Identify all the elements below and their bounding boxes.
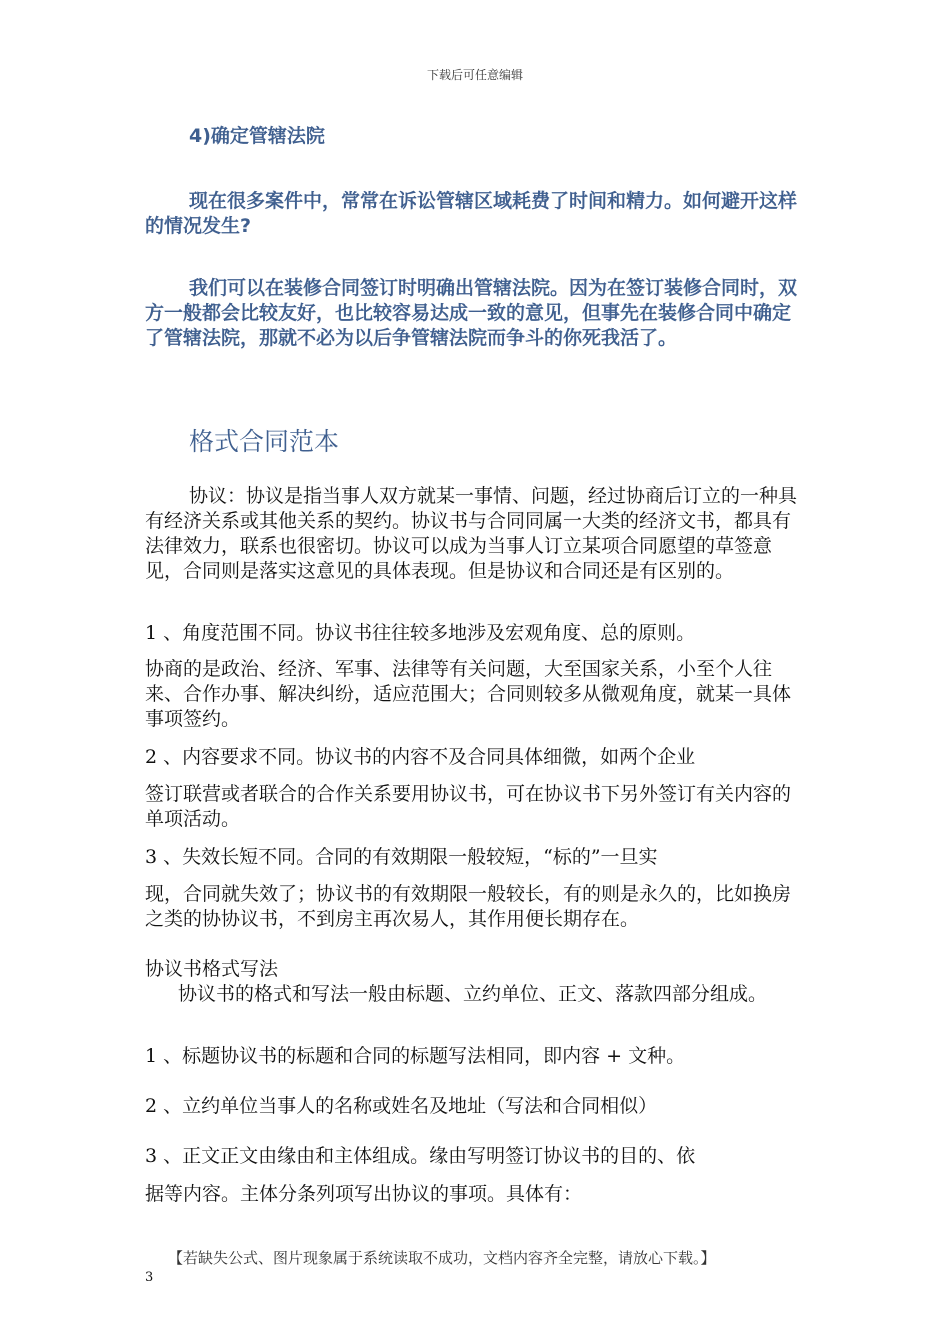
list-item-2-detail: 签订联营或者联合的合作关系要用协议书，可在协议书下另外签订有关内容的单项活动。 [145, 783, 792, 830]
paragraph-intro: 协议：协议是指当事人双方就某一事情、问题，经过协商后订立的一种具有经济关系或其他关系的契约。协议书与合同同属一大类的经济文书，都具有法律效力，联系也很密切。协议可以成为当事人订立某项合同愿望的草签意见，合同则是落实这意见的具体表现。但是协议和合同还是有区别的。 [145, 485, 798, 582]
format-item-3-detail: 据等内容。主体分条列项写出协议的事项。具体有： [145, 1183, 583, 1205]
paragraph-blue-1: 现在很多案件中，常常在诉讼管辖区域耗费了时间和精力。如何避开这样的情况发生? [145, 190, 798, 237]
section-heading-4: 4)确定管辖法院 [189, 125, 325, 147]
list-item-1-detail: 协商的是政治、经济、军事、法律等有关问题，大至国家关系，小至个人往来、合作办事、解决纠纷，适应范围大；合同则较多从微观角度，就某一具体事项签约。 [145, 658, 792, 730]
list-item-1: 1 、角度范围不同。协议书往往较多地涉及宏观角度、总的原则。 [145, 622, 696, 644]
list-item-2: 2 、内容要求不同。协议书的内容不及合同具体细微，如两个企业 [145, 746, 696, 768]
footer-note: 【若缺失公式、图片现象属于系统读取不成功，文档内容齐全完整，请放心下载。】 [168, 1249, 716, 1267]
header-note: 下载后可任意编辑 [426, 68, 523, 82]
list-item-3: 3 、失效长短不同。合同的有效期限一般较短，“标的”一旦实 [145, 846, 658, 868]
format-intro: 协议书的格式和写法一般由标题、立约单位、正文、落款四部分组成。 [178, 983, 768, 1005]
format-title: 协议书格式写法 [145, 958, 279, 980]
section-title: 格式合同范本 [189, 427, 340, 456]
format-item-2: 2 、立约单位当事人的名称或姓名及地址（写法和合同相似） [145, 1095, 658, 1117]
list-item-3-detail: 现，合同就失效了；协议书的有效期限一般较长，有的则是永久的，比如换房之类的协协议书，不到房主再次易人，其作用便长期存在。 [145, 883, 792, 930]
format-item-1: 1 、标题协议书的标题和合同的标题写法相同，即内容 + 文种。 [145, 1045, 686, 1067]
format-item-3: 3 、正文正文由缘由和主体组成。缘由写明签订协议书的目的、依 [145, 1145, 696, 1167]
paragraph-blue-2: 我们可以在装修合同签订时明确出管辖法院。因为在签订装修合同时，双方一般都会比较友好，也比较容易达成一致的意见，但事先在装修合同中确定了管辖法院，那就不必为以后争管辖法院而争斗的你死我活了。 [145, 277, 798, 349]
page-number: 3 [145, 1270, 154, 1285]
